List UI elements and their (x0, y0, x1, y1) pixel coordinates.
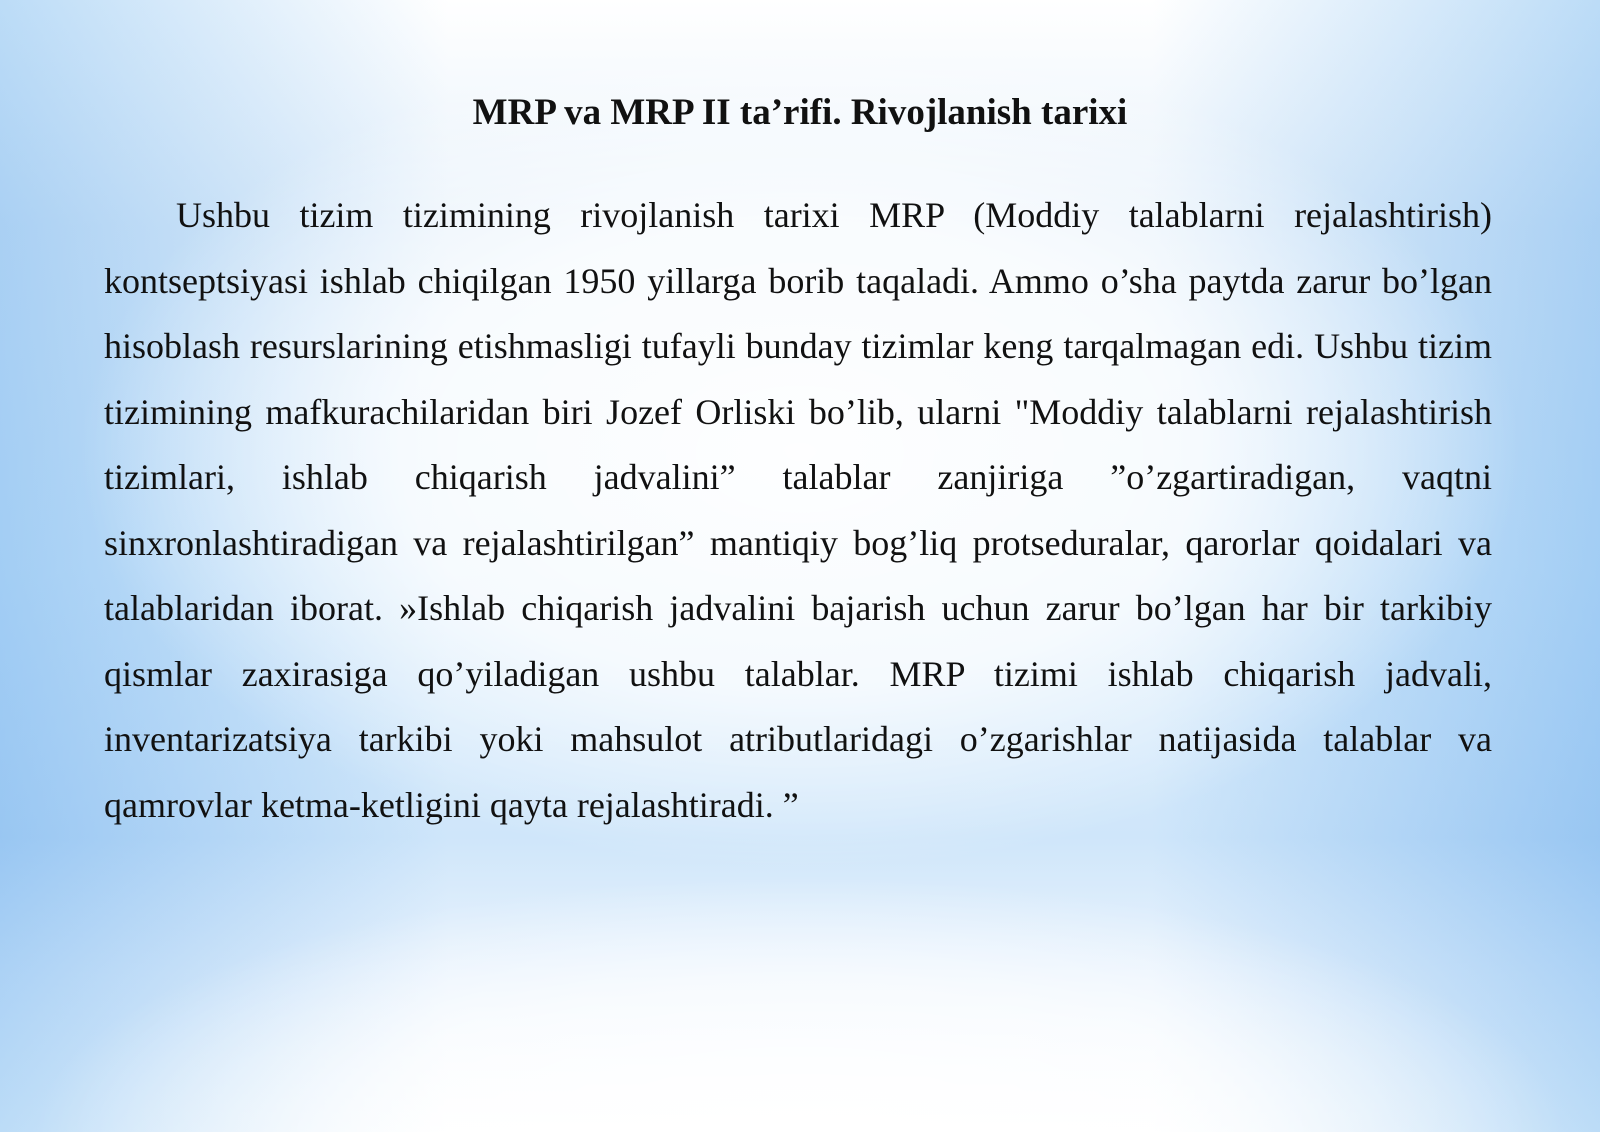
slide-body-paragraph: Ushbu tizim tizimining rivojlanish tarixi MRP (Moddiy talablarni rejalashtirish) kontseptsiyasi ishlab chiqilgan 1950 yillarga borib taqaladi. Ammo o’sha paytda zarur bo’lgan hisoblash resurslarining etishmasligi tufayli bunday tizimlar keng tarqalmagan edi. Ushbu tizim tizimining mafkurachilaridan biri Jozef Orliski bo’lib, ularni "Moddiy talablarni rejalashtirish tizimlari, ishlab chiqarish jadvalini” talablar zanjiriga ”o’zgartiradigan, vaqtni sinxronlashtiradigan va rejalashtirilgan” mantiqiy bog’liq protseduralar, qarorlar qoidalari va talablaridan iborat. »Ishlab chiqarish jadvalini bajarish uchun zarur bo’lgan har bir tarkibiy qismlar zaxirasiga qo’yiladigan ushbu talablar. MRP tizimi ishlab chiqarish jadvali, inventarizatsiya tarkibi yoki mahsulot atributlaridagi o’zgarishlar natijasida talablar va qamrovlar ketma-ketligini qayta rejalashtiradi. ” (104, 195, 1492, 825)
slide-title: MRP va MRP II ta’rifi. Rivojlanish tarixi (472, 92, 1128, 133)
